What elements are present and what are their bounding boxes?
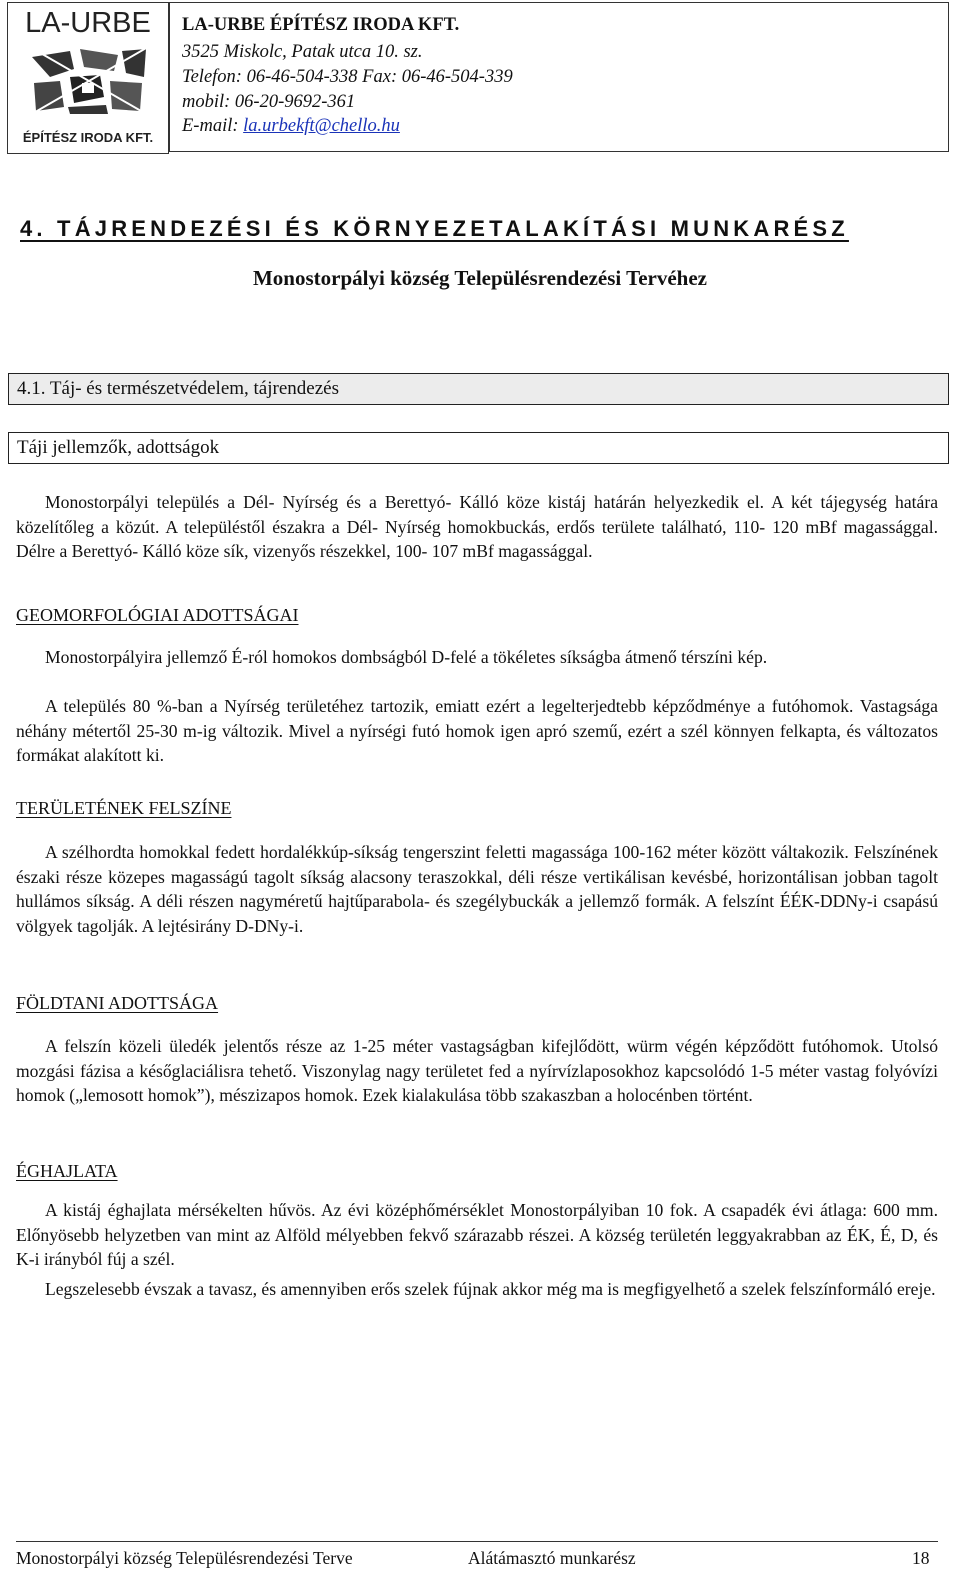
subsection-title: Táji jellemzők, adottságok (8, 432, 949, 464)
company-email-line (182, 116, 400, 137)
document-subtitle: Monostorpályi község Településrendezési Tervéhez (252, 266, 707, 290)
heading-geomorphology: GEOMORFOLÓGIAI ADOTTSÁGAI (16, 605, 299, 625)
company-phone: Telefon: 06-46-504-338 Fax: 06-46-504-339 (182, 67, 513, 87)
footer-divider (16, 1541, 938, 1542)
section-title: 4.1. Táj- és természetvédelem, tájrendezés (8, 373, 949, 405)
footer-document-name: Monostorpályi község Településrendezési Terve (16, 1548, 353, 1568)
paragraph: A település 80 %-ban a Nyírség területéhez tartozik, emiatt ezért a legelterjedtebb képződménye a futóhomok. Vastagsága néhány métertől 25-30 m-ig változik. Mivel a nyírségi futó homok igen apró szemű, ezért a szél könnyen felkapta, és változatos formákat alakított ki. (16, 696, 938, 766)
paragraph: Monostorpályira jellemző É-ról homokos dombságból D-felé a tökéletes síkságba átmenő térszíni kép. (45, 647, 768, 667)
paragraph: A kistáj éghajlata mérsékelten hűvös. Az évi középhőmérséklet Monostorpályiban 10 fok. A csapadék évi átlaga: 600 mm. Előnyösebb helyzetben van mint az Alföld mélyebben fekvő szárazabb részei. A község területén leggyakrabban az ÉK, É, D, és K-i irányból fúj a szél. (16, 1200, 938, 1270)
heading-geology: FÖLDTANI ADOTTSÁGA (16, 993, 219, 1013)
footer-page-number: 18 (912, 1548, 930, 1568)
logo-subtitle: ÉPÍTÉSZ IRODA KFT. (22, 130, 154, 145)
paragraph: A felszín közeli üledék jelentős része az 1-25 méter vastagságban kifejlődött, würm végén képződött futóhomok. Utolsó mozgási fázisa a későglaciálisra tehető. Viszonylag nagy területet fed a nyírvízlaposokhoz kapcsolódó 1-5 méter vastag folyóvízi homok („lemosott homok”), mészizapos homok. Ezek kialakulása több szakaszban a holocénben történt. (16, 1036, 938, 1106)
document-title: 4. TÁJRENDEZÉSI ÉS KÖRNYEZETALAKÍTÁSI MUNKARÉSZ (20, 216, 849, 241)
company-logo (7, 2, 169, 154)
heading-surface: TERÜLETÉNEK FELSZÍNE (16, 798, 232, 818)
company-contact-box (169, 2, 949, 152)
map-logo-icon (30, 47, 148, 115)
logo-name: LA-URBE (25, 7, 151, 39)
heading-climate: ÉGHAJLATA (16, 1161, 118, 1181)
intro-paragraph: Monostorpályi település a Dél- Nyírség és a Berettyó- Kálló köze kistáj határán helyezkedik el. A két tájegység határa közelítőleg a közút. A településtől északra a Dél- Nyírség homokbuckás, erdős területe található, 110- 120 mBf magassággal. Délre a Berettyó- Kálló köze sík, vizenyős részekkel, 100- 107 mBf magassággal. (16, 492, 938, 562)
footer-part-name: Alátámasztó munkarész (468, 1548, 636, 1568)
company-name: LA-URBE ÉPÍTÉSZ IRODA KFT. (182, 15, 460, 35)
company-mobile: mobil: 06-20-9692-361 (182, 92, 356, 112)
email-label: E-mail: (182, 116, 239, 136)
company-address: 3525 Miskolc, Patak utca 10. sz. (182, 42, 423, 62)
paragraph: A szélhordta homokkal fedett hordalékkúp-síkság tengerszint feletti magassága 100-162 méter között váltakozik. Felszínének északi része közepes magasságú tagolt síkság alacsony teraszokkal, déli része vertikálisan kevésbé, horizontálisan jobban tagolt hullámos síkság. A déli részen nagyméretű hajtűparabola- és szegélybuckák a jellemző formák. A felszínt ÉÉK-DDNy-i csapású völgyek tagolják. A lejtésirány D-DNy-i. (16, 842, 938, 936)
paragraph: Legszelesebb évszak a tavasz, és amennyiben erős szelek fújnak akkor még ma is megfigyelhető a szelek felszínformáló ereje. (45, 1279, 936, 1299)
email-link[interactable]: la.urbekft@chello.hu (243, 116, 400, 136)
